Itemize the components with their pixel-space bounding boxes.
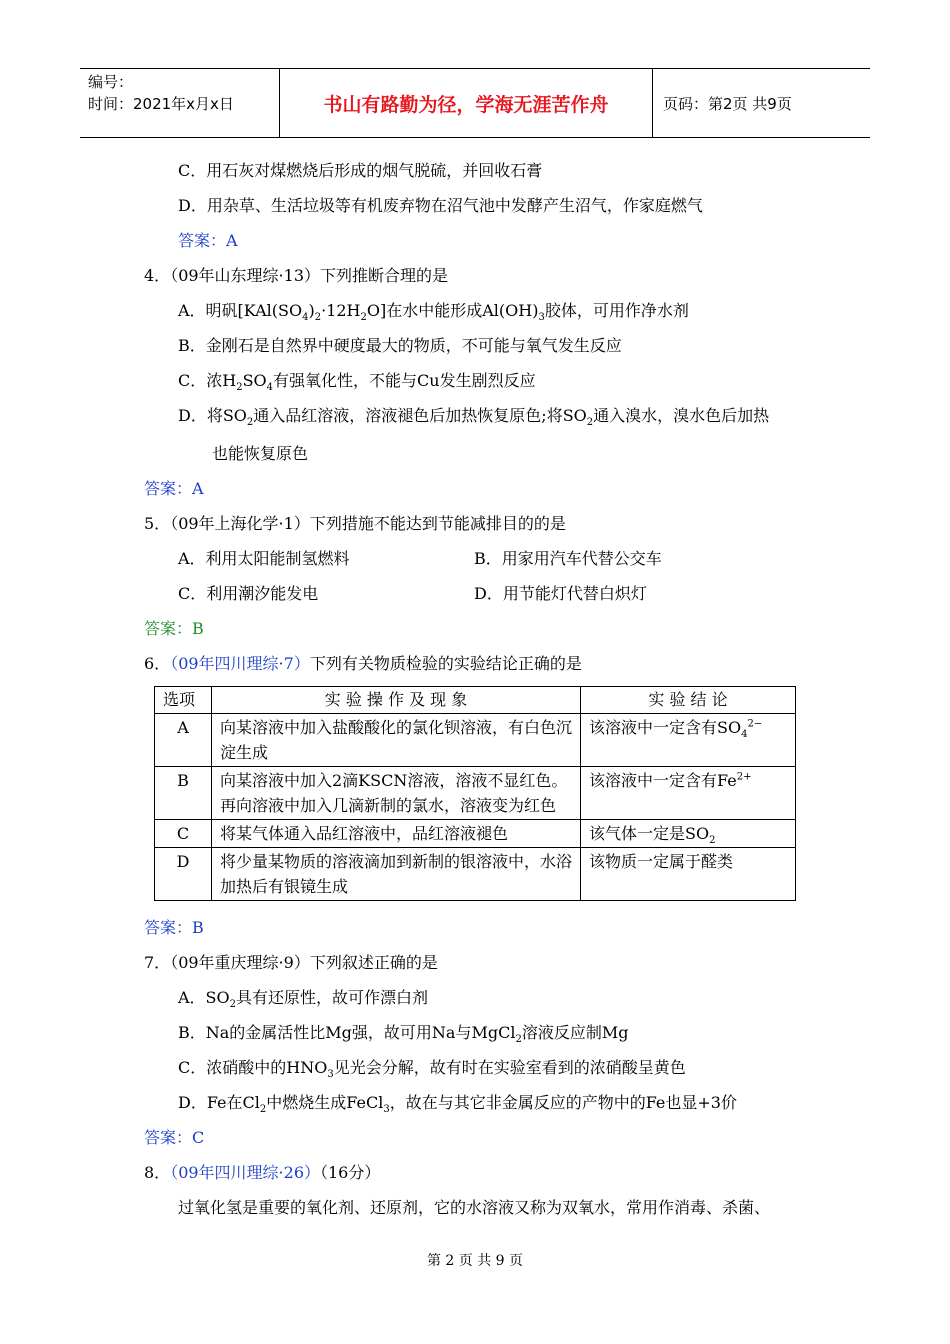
- text: 该溶液中一定含有SO: [589, 718, 742, 737]
- row-operation: 将某气体通入品红溶液中，品红溶液褪色: [212, 820, 581, 848]
- subscript: 2: [229, 999, 237, 1011]
- q8-points: （16分）: [320, 1163, 381, 1182]
- table-row: [155, 714, 796, 767]
- text: ，故在与其它非金属反应的产物中的Fe也显+3价: [389, 1093, 737, 1112]
- q6-source: （09年四川理综·7）: [170, 654, 310, 673]
- page-info: 页码：第2页 共9页: [663, 94, 792, 113]
- q4-number: 4．: [144, 266, 171, 285]
- text: 具有还原性，故可作漂白剂: [236, 988, 429, 1007]
- text: 胶体，可用作净水剂: [544, 301, 689, 320]
- row-conclusion: [581, 714, 796, 767]
- subscript: 4: [741, 729, 748, 741]
- q4-option-d: [178, 406, 770, 429]
- time-label: 时间：2021年x月x日: [88, 95, 234, 113]
- table-row: [155, 820, 796, 848]
- subscript: 2: [515, 1034, 522, 1046]
- q7-option-a: [178, 988, 429, 1011]
- q8-stem: [144, 1163, 380, 1183]
- q5-option-b: B．用家用汽车代替公交车: [474, 549, 662, 568]
- text: ·12H: [321, 301, 361, 320]
- table-row: [155, 767, 796, 820]
- q7-option-d: [178, 1093, 737, 1116]
- subscript: 2: [236, 382, 243, 394]
- page-header: [80, 68, 870, 138]
- row-option: B: [155, 767, 212, 820]
- subscript: 2: [709, 835, 716, 847]
- q5-option-a: A．利用太阳能制氢燃料: [178, 549, 350, 568]
- q5-answer: 答案：B: [144, 619, 204, 638]
- text: C．浓硝酸中的HNO: [178, 1058, 328, 1077]
- text: 有强氧化性，不能与Cu发生剧烈反应: [273, 371, 536, 390]
- table-row: [155, 848, 796, 901]
- text: 通入品红溶液，溶液褪色后加热恢复原色;将SO: [253, 406, 587, 425]
- q3-option-d: D．用杂草、生活垃圾等有机废弃物在沼气池中发酵产生沼气，作家庭燃气: [178, 196, 703, 215]
- subscript: 3: [327, 1069, 334, 1081]
- q4-stem-text: （09年山东理综·13）下列推断合理的是: [170, 266, 448, 285]
- text: A．明矾[KAl(SO: [178, 301, 303, 320]
- header-meta: [80, 69, 280, 137]
- number-label: 编号：: [88, 73, 134, 91]
- q5-number: 5．: [144, 514, 171, 533]
- q4-answer: 答案：A: [144, 479, 204, 498]
- row-conclusion: [581, 767, 796, 820]
- text: B．Na的金属活性比Mg强，故可用Na与MgCl: [178, 1023, 516, 1042]
- q6-number: 6．: [144, 654, 171, 673]
- subscript: 3: [383, 1104, 390, 1116]
- q5-option-c: C．利用潮汐能发电: [178, 584, 319, 603]
- q3-answer: 答案：A: [178, 231, 238, 250]
- page-footer: 第 2 页 共 9 页: [426, 1253, 524, 1269]
- text: SO: [242, 371, 267, 390]
- subscript: 2: [360, 312, 367, 324]
- subscript: 2: [314, 312, 322, 324]
- row-conclusion: [581, 820, 796, 848]
- subscript: 4: [302, 312, 309, 324]
- subscript: 2: [259, 1104, 267, 1116]
- text: D．将SO: [178, 406, 247, 425]
- q7-option-c: [178, 1058, 686, 1081]
- q4-option-b: B．金刚石是自然界中硬度最大的物质，不可能与氧气发生反应: [178, 336, 622, 355]
- q6-stem: [144, 654, 582, 674]
- header-operation: 实 验 操 作 及 现 象: [212, 687, 581, 714]
- q7-stem-text: （09年重庆理综·9）下列叙述正确的是: [170, 953, 438, 972]
- row-option: D: [155, 848, 212, 901]
- experiment-table: [154, 686, 796, 901]
- q5-stem-text: （09年上海化学·1）下列措施不能达到节能减排目的的是: [170, 514, 566, 533]
- q4-stem: [144, 266, 448, 286]
- text: D．Fe在Cl: [178, 1093, 260, 1112]
- header-conclusion: 实 验 结 论: [581, 687, 796, 714]
- q7-stem: [144, 953, 438, 973]
- text: 该气体一定是SO: [589, 824, 710, 843]
- text: 见光会分解，故有时在实验室看到的浓硝酸呈黄色: [333, 1058, 686, 1077]
- q5-stem: [144, 514, 566, 534]
- motto: 书山有路勤为径，学海无涯苦作舟: [280, 69, 653, 137]
- text: 该溶液中一定含有Fe: [589, 771, 737, 790]
- text: 中燃烧生成FeCl: [266, 1093, 384, 1112]
- table-header-row: [155, 687, 796, 714]
- row-conclusion: 该物质一定属于醛类: [581, 848, 796, 901]
- row-operation: 将少量某物质的溶液滴加到新制的银溶液中，水浴加热后有银镜生成: [212, 848, 581, 901]
- text: O]在水中能形成Al(OH): [366, 301, 539, 320]
- row-operation: 向某溶液中加入2滴KSCN溶液，溶液不显红色。再向溶液中加入几滴新制的氯水，溶液变为红色: [212, 767, 581, 820]
- q7-option-b: [178, 1023, 629, 1046]
- q3-option-c: C．用石灰对煤燃烧后形成的烟气脱硫，并回收石膏: [178, 161, 543, 180]
- q8-source: （09年四川理综·26）: [170, 1163, 320, 1182]
- q4-option-d-continued: 也能恢复原色: [212, 444, 309, 463]
- row-operation: 向某溶液中加入盐酸酸化的氯化钡溶液，有白色沉淀生成: [212, 714, 581, 767]
- row-option: C: [155, 820, 212, 848]
- text: 溶液反应制Mg: [521, 1023, 629, 1042]
- q5-option-d: D．用节能灯代替白炽灯: [474, 584, 647, 603]
- superscript: 2−: [747, 718, 763, 730]
- row-option: A: [155, 714, 212, 767]
- q4-option-a: [178, 301, 689, 324]
- superscript: 2+: [736, 771, 752, 783]
- header-option: 选项: [155, 687, 212, 714]
- q7-number: 7．: [144, 953, 171, 972]
- subscript: 2: [246, 417, 254, 429]
- q4-option-c: [178, 371, 536, 394]
- q6-stem-text: 下列有关物质检验的实验结论正确的是: [309, 654, 582, 673]
- text: ): [308, 301, 315, 320]
- text: 通入溴水，溴水色后加热: [593, 406, 770, 425]
- text: A．SO: [178, 988, 230, 1007]
- subscript: 4: [266, 382, 274, 394]
- q8-number: 8．: [144, 1163, 171, 1182]
- q6-answer: 答案：B: [144, 918, 204, 937]
- subscript: 3: [538, 312, 545, 324]
- q7-answer: 答案：C: [144, 1128, 205, 1147]
- subscript: 2: [586, 417, 594, 429]
- text: C．浓H: [178, 371, 237, 390]
- q8-text: 过氧化氢是重要的氧化剂、还原剂，它的水溶液又称为双氧水，常用作消毒、杀菌、: [178, 1198, 771, 1217]
